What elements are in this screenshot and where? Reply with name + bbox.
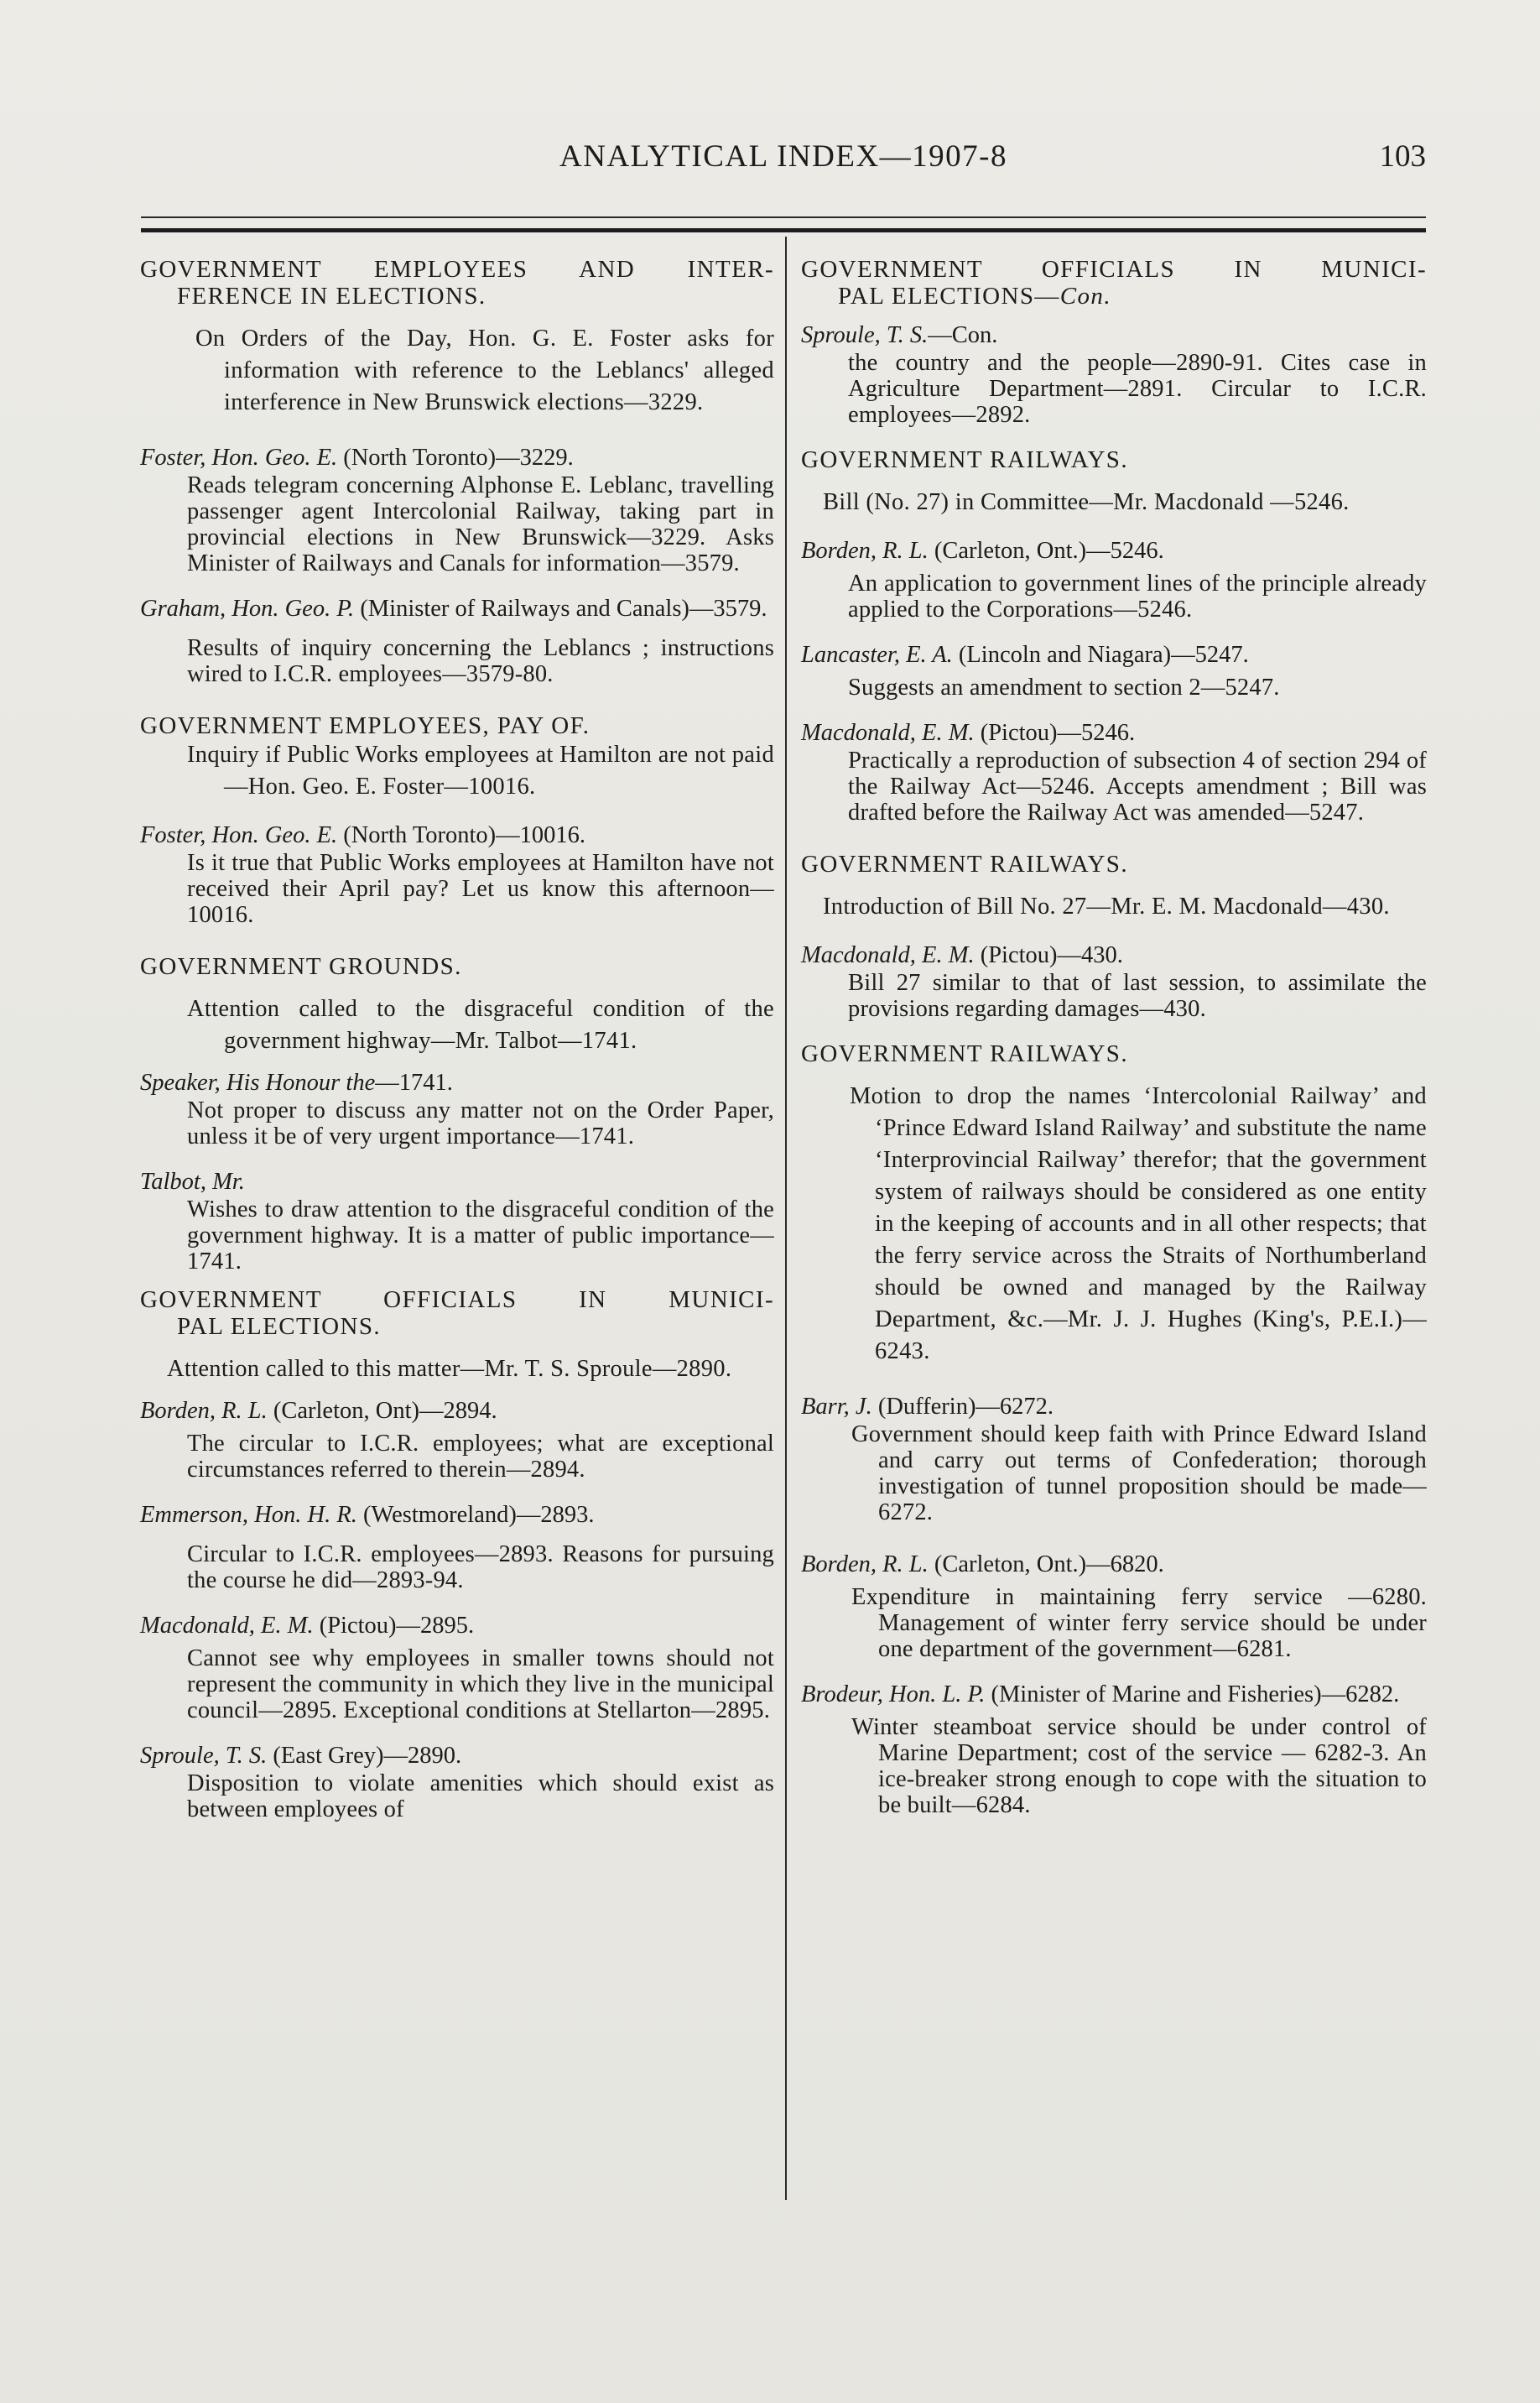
speaker-name: Brodeur, Hon. L. P. xyxy=(801,1681,986,1707)
speaker-name: Graham, Hon. Geo. P. xyxy=(140,596,355,622)
speaker-detail: (North Toronto)—10016. xyxy=(337,822,586,848)
speaker-name: Macdonald, E. M. xyxy=(801,720,975,746)
entry-body: Circular to I.C.R. employees—2893. Reasons for pursuing the course he did—2893-94. xyxy=(187,1541,774,1593)
speaker-detail: (Westmoreland)—2893. xyxy=(356,1502,595,1528)
entry-body: Bill 27 similar to that of last session, to assimilate the provisions regarding damages—430. xyxy=(848,970,1427,1022)
entry-body: An application to government lines of the principle already applied to the Corporations—5246. xyxy=(848,571,1427,623)
speaker-entry xyxy=(801,1551,1427,1579)
speaker-entry xyxy=(801,941,1427,970)
heading-line: GOVERNMENT EMPLOYEES AND INTER- xyxy=(140,256,774,283)
entry-summary: On Orders of the Day, Hon. G. E. Foster asks for information with reference to the Leblancs' alleged interference in New Brunswick elections—3229. xyxy=(195,326,774,415)
entry-summary: Attention called to this matter—Mr. T. S. Sproule—2890. xyxy=(167,1356,732,1382)
speaker-detail: (Carleton, Ont)—2894. xyxy=(267,1398,497,1424)
speaker-detail: (Pictou)—430. xyxy=(974,942,1123,968)
speaker-entry xyxy=(140,595,774,623)
entry-summary: Introduction of Bill No. 27—Mr. E. M. Macdonald—430. xyxy=(823,894,1390,920)
entry-summary: Inquiry if Public Works employees at Hamilton are not paid—Hon. Geo. E. Foster—10016. xyxy=(187,742,774,800)
entry-body: The circular to I.C.R. employees; what are exceptional circumstances referred to therein—2894. xyxy=(187,1431,774,1483)
speaker-name: Borden, R. L. xyxy=(801,538,929,564)
entry-body: Disposition to violate amenities which should exist as between employees of xyxy=(187,1770,774,1822)
speaker-entry xyxy=(801,641,1427,670)
speaker-name: Sproule, T. S. xyxy=(140,1743,268,1769)
section-heading: GOVERNMENT RAILWAYS. xyxy=(801,851,1128,878)
entry-summary: Attention called to the disgraceful condition of the government highway—Mr. Talbot—1741. xyxy=(187,996,774,1054)
column-divider xyxy=(785,237,787,2200)
speaker-name: Macdonald, E. M. xyxy=(140,1613,314,1639)
section-heading xyxy=(140,256,774,310)
speaker-entry xyxy=(140,1612,774,1640)
speaker-entry xyxy=(140,1168,774,1196)
heading-line: GOVERNMENT OFFICIALS IN MUNICI- xyxy=(140,1286,774,1313)
entry-body: Expenditure in maintaining ferry service —6280. Management of winter ferry service should be under one department of the government—6281. xyxy=(851,1584,1427,1662)
speaker-detail: (Carleton, Ont.)—6820. xyxy=(928,1551,1164,1577)
speaker-entry xyxy=(801,537,1427,566)
speaker-name: Speaker, His Honour the xyxy=(140,1070,376,1096)
speaker-detail: (Lincoln and Niagara)—5247. xyxy=(952,642,1249,668)
speaker-name: Barr, J. xyxy=(801,1394,872,1420)
entry-body: the country and the people—2890-91. Cites case in Agriculture Department—2891. Circular to I.C.R. employees—2892. xyxy=(848,350,1427,428)
running-head xyxy=(141,138,1426,180)
speaker-detail: (East Grey)—2890. xyxy=(267,1743,462,1769)
heading-line: GOVERNMENT OFFICIALS IN MUNICI- xyxy=(801,256,1427,283)
entry-body: Wishes to draw attention to the disgraceful condition of the government highway. It is a matter of public importance—1741. xyxy=(187,1196,774,1274)
entry-summary: Motion to drop the names ‘Intercolonial Railway’ and ‘Prince Edward Island Railway’ and substitute the name ‘Interprovincial Railway’ therefor; that the government system of railways should be considered as one entity in the keeping of accounts and in all other respects; that the ferry service across the Straits of Northumberland should be owned and managed by the Railway Department, &c.—Mr. J. J. Hughes (King's, P.E.I.)—6243. xyxy=(850,1083,1427,1364)
section-heading: GOVERNMENT EMPLOYEES, PAY OF. xyxy=(140,712,591,739)
entry-body: Cannot see why employees in smaller towns should not represent the community in which they live in the municipal council—2895. Exceptional conditions at Stellarton—2895. xyxy=(187,1645,774,1723)
page-number: 103 xyxy=(1379,139,1426,174)
speaker-detail: (Dufferin)—6272. xyxy=(871,1394,1054,1420)
speaker-detail: (North Toronto)—3229. xyxy=(337,445,574,471)
speaker-name: Borden, R. L. xyxy=(801,1551,929,1577)
speaker-name: Sproule, T. S. xyxy=(801,322,929,348)
speaker-detail: (Pictou)—5246. xyxy=(974,720,1136,746)
speaker-detail: (Pictou)—2895. xyxy=(313,1613,475,1639)
speaker-name: Emmerson, Hon. H. R. xyxy=(140,1502,357,1528)
speaker-entry xyxy=(140,444,774,472)
speaker-name: Lancaster, E. A. xyxy=(801,642,953,668)
speaker-name: Foster, Hon. Geo. E. xyxy=(140,445,338,471)
speaker-entry xyxy=(801,719,1427,748)
header-rule-thick xyxy=(141,228,1426,232)
section-heading: GOVERNMENT GROUNDS. xyxy=(140,953,462,980)
speaker-entry xyxy=(801,321,1427,350)
entry-body: Winter steamboat service should be under control of Marine Department; cost of the service — 6282-3. An ice-breaker strong enough to cope with the situation to be built—6284. xyxy=(851,1714,1427,1818)
entry-summary: Bill (No. 27) in Committee—Mr. Macdonald —5246. xyxy=(823,489,1350,515)
section-heading xyxy=(140,1286,774,1340)
heading-line xyxy=(801,283,1427,310)
section-heading: GOVERNMENT RAILWAYS. xyxy=(801,446,1128,473)
speaker-detail: (Minister of Railways and Canals)—3579. xyxy=(354,596,767,622)
heading-line-text: PAL ELECTIONS— xyxy=(838,283,1060,310)
speaker-entry xyxy=(140,1069,774,1097)
left-column xyxy=(140,256,774,1822)
section-heading xyxy=(801,256,1427,310)
header-rule-thin xyxy=(141,216,1426,218)
entry-body: Practically a reproduction of subsection 4 of section 294 of the Railway Act—5246. Accepts amendment ; Bill was drafted before the Railway Act was amended—5247. xyxy=(848,748,1427,826)
entry-body: Suggests an amendment to section 2—5247. xyxy=(848,675,1280,701)
speaker-detail: (Carleton, Ont.)—5246. xyxy=(928,538,1164,564)
speaker-entry xyxy=(801,1681,1427,1709)
speaker-entry xyxy=(140,1501,774,1530)
speaker-entry xyxy=(140,1742,774,1770)
speaker-entry xyxy=(140,1397,774,1426)
heading-continued: Con. xyxy=(1059,283,1111,310)
speaker-name: Foster, Hon. Geo. E. xyxy=(140,822,338,848)
entry-body: Government should keep faith with Prince Edward Island and carry out terms of Confederation; thorough investigation of tunnel proposition should be made—6272. xyxy=(851,1421,1427,1525)
speaker-name: Borden, R. L. xyxy=(140,1398,268,1424)
section-heading: GOVERNMENT RAILWAYS. xyxy=(801,1040,1128,1067)
speaker-detail: —Con. xyxy=(928,322,998,348)
entry-body: Results of inquiry concerning the Leblancs ; instructions wired to I.C.R. employees—3579-80. xyxy=(187,635,774,687)
speaker-detail: —1741. xyxy=(375,1070,453,1096)
speaker-name: Macdonald, E. M. xyxy=(801,942,975,968)
running-title: ANALYTICAL INDEX—1907-8 xyxy=(559,139,1007,174)
entry-body: Not proper to discuss any matter not on the Order Paper, unless it be of very urgent importance—1741. xyxy=(187,1097,774,1149)
entry-body: Reads telegram concerning Alphonse E. Leblanc, travelling passenger agent Intercolonial Railway, taking part in provincial elections in New Brunswick—3229. Asks Minister of Railways and Canals for information—3579. xyxy=(187,472,774,576)
heading-line: FERENCE IN ELECTIONS. xyxy=(177,283,486,310)
speaker-detail: (Minister of Marine and Fisheries)—6282. xyxy=(985,1681,1400,1707)
speaker-entry xyxy=(140,821,774,850)
right-column xyxy=(801,256,1427,1818)
speaker-name: Talbot, Mr. xyxy=(140,1169,245,1195)
heading-line: PAL ELECTIONS. xyxy=(177,1313,382,1340)
speaker-entry xyxy=(801,1393,1427,1421)
entry-body: Is it true that Public Works employees at Hamilton have not received their April pay? Let us know this afternoon—10016. xyxy=(187,850,774,928)
